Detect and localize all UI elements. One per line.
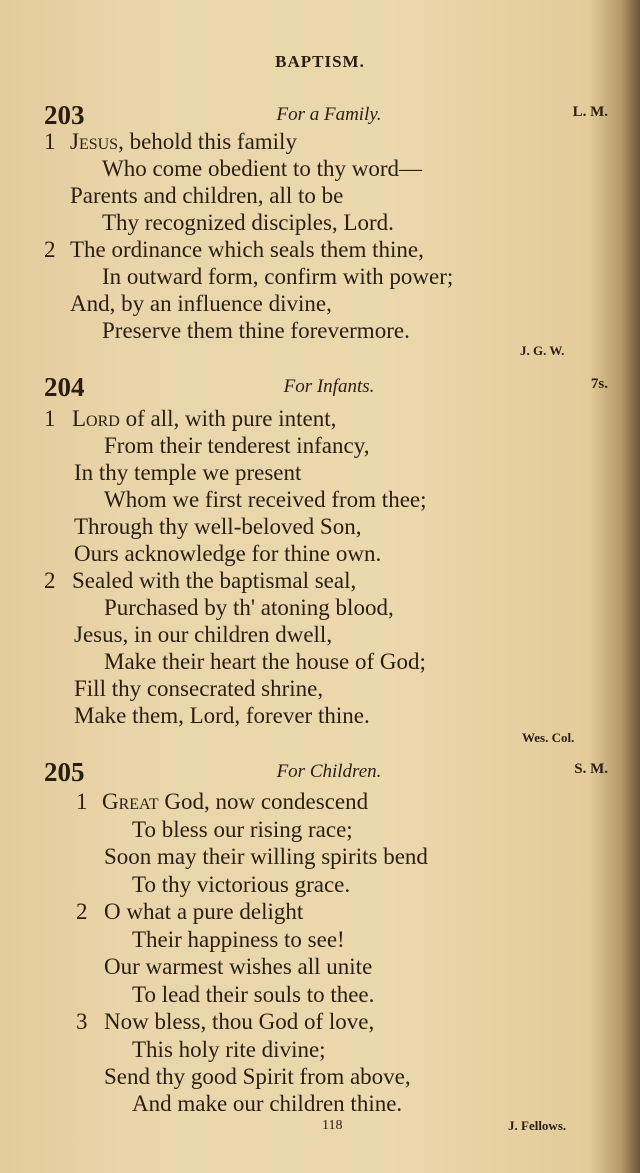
section-header: BAPTISM. <box>275 52 365 71</box>
hymn-title: For Infants. <box>283 376 375 397</box>
hymn-line: Sealed with the baptismal seal, <box>72 568 357 593</box>
hymn-line <box>70 128 297 155</box>
hymn-line: Through thy well-beloved Son, <box>74 514 362 539</box>
stanza-number: 1 <box>44 129 56 154</box>
hymn-line <box>102 788 368 815</box>
hymn-line: Parents and children, all to be <box>70 183 344 208</box>
stanza-number: 2 <box>44 568 56 593</box>
hymn-line: Ours acknowledge for thine own. <box>74 541 382 566</box>
hymn-line: To bless our rising race; <box>132 817 353 842</box>
first-word: Lord <box>72 406 120 431</box>
hymn-line: To thy victorious grace. <box>132 872 351 897</box>
line-rest: of all, with pure intent, <box>119 406 337 431</box>
hymn-number: 204 <box>44 372 85 402</box>
hymn-title: For Children. <box>276 761 382 782</box>
hymn-heading <box>44 757 614 787</box>
line-rest: God, now condescend <box>158 789 369 814</box>
stanza-number: 1 <box>76 789 88 814</box>
hymn-author: J. Fellows. <box>508 1118 567 1133</box>
hymn-meter: L. M. <box>572 104 608 120</box>
hymn-line: Soon may their willing spirits bend <box>104 844 428 869</box>
hymn-line: This holy rite divine; <box>132 1037 326 1062</box>
hymn-heading <box>44 372 614 402</box>
stanza-number: 3 <box>76 1009 88 1034</box>
stanza-number: 2 <box>76 899 88 924</box>
hymn-line: And make our children thine. <box>132 1091 403 1116</box>
page-number: 118 <box>322 1118 343 1133</box>
hymn-line: Their happiness to see! <box>132 927 345 952</box>
line-rest: , behold this family <box>118 129 297 154</box>
hymn-line: Who come obedient to thy word— <box>102 156 423 181</box>
hymn-line: Now bless, thou God of love, <box>104 1009 375 1034</box>
hymn-line: Our warmest wishes all unite <box>104 954 373 979</box>
hymn-number: 205 <box>44 757 85 787</box>
hymn-meter: 7s. <box>590 376 608 392</box>
hymn-line: Fill thy consecrated shrine, <box>74 676 324 701</box>
hymn-line: O what a pure delight <box>104 899 304 924</box>
hymn-line: Jesus, in our children dwell, <box>74 622 333 647</box>
hymn-number: 203 <box>44 100 85 130</box>
hymn-author: Wes. Col. <box>522 730 575 745</box>
hymn-line <box>72 405 336 432</box>
hymn-meter: S. M. <box>574 761 608 777</box>
hymn-title: For a Family. <box>276 104 382 125</box>
hymn-line: Purchased by th' atoning blood, <box>104 595 394 620</box>
stanza-number: 1 <box>44 406 56 431</box>
first-word: Great <box>102 789 159 814</box>
hymn-heading <box>44 100 614 130</box>
hymn-line: Make their heart the house of God; <box>104 649 426 674</box>
hymn-line: Preserve them thine forevermore. <box>102 318 410 343</box>
hymn-line: Make them, Lord, forever thine. <box>74 703 370 728</box>
hymn-line: And, by an influence divine, <box>70 291 332 316</box>
hymn-line: To lead their souls to thee. <box>132 982 375 1007</box>
hymn-line: Send thy good Spirit from above, <box>104 1064 411 1089</box>
hymn-author: J. G. W. <box>520 343 565 358</box>
first-word: Jesus <box>70 129 119 154</box>
stanza-number: 2 <box>44 237 56 262</box>
hymn-line: Thy recognized disciples, Lord. <box>102 210 394 235</box>
hymn-line: The ordinance which seals them thine, <box>70 237 424 262</box>
hymn-line: Whom we first received from thee; <box>104 487 427 512</box>
hymn-line: From their tenderest infancy, <box>104 433 370 458</box>
hymn-line: In thy temple we present <box>74 460 302 485</box>
hymn-line: In outward form, confirm with power; <box>102 264 454 289</box>
